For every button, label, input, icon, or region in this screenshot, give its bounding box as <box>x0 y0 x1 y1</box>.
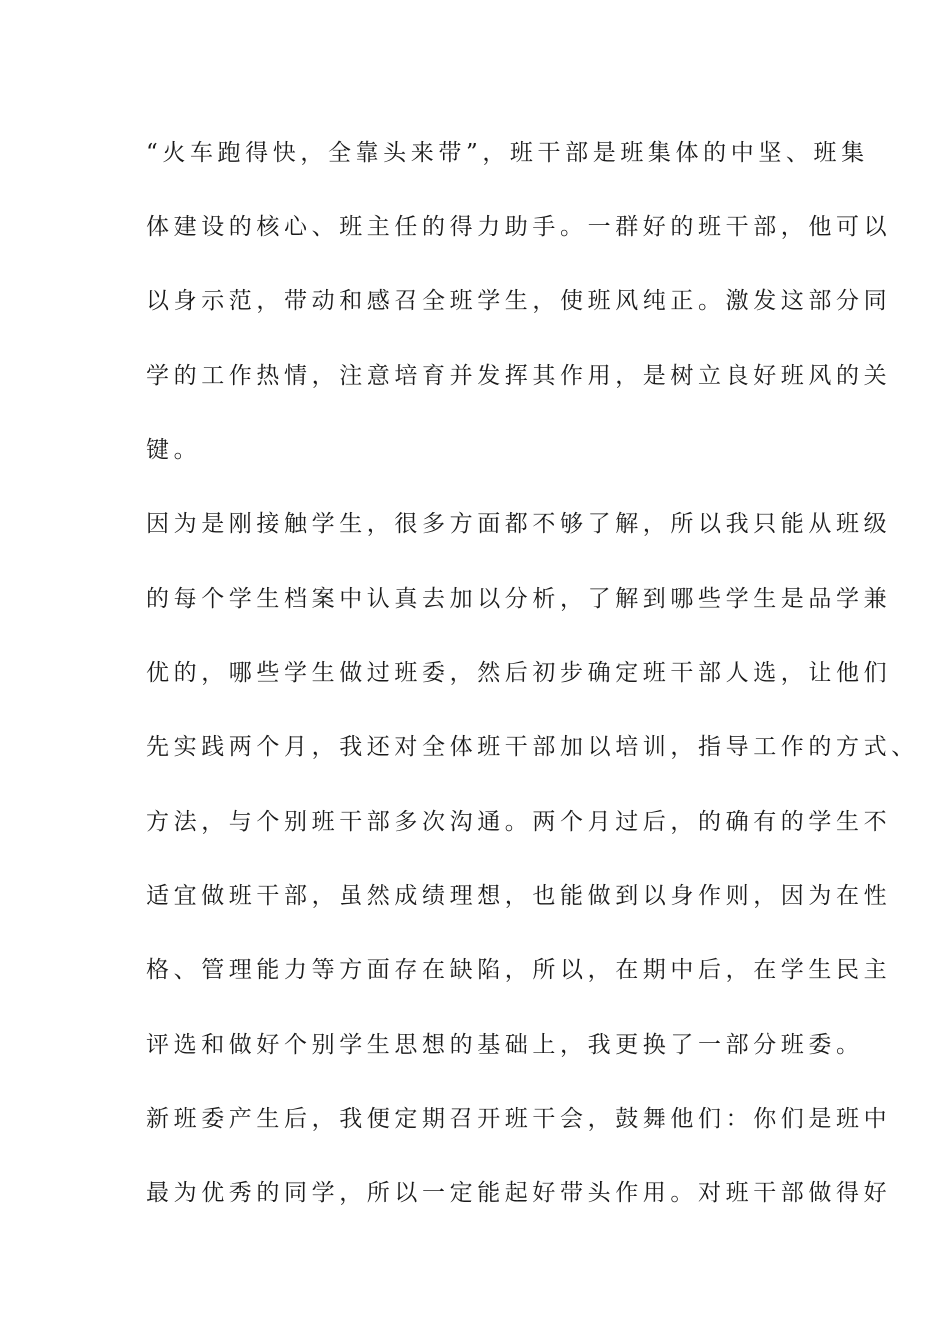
text-line: 方法，与个别班干部多次沟通。两个月过后，的确有的学生不 <box>146 809 892 835</box>
text-line: 体建设的核心、班主任的得力助手。一群好的班干部，他可以 <box>146 214 892 240</box>
text-line: 先实践两个月，我还对全体班干部加以培训，指导工作的方式、 <box>146 734 919 760</box>
text-line: 的每个学生档案中认真去加以分析，了解到哪些学生是品学兼 <box>146 586 892 612</box>
text-line: 新班委产生后，我便定期召开班干会，鼓舞他们：你们是班中 <box>146 1106 892 1132</box>
text-line: 最为优秀的同学，所以一定能起好带头作用。对班干部做得好 <box>146 1180 892 1206</box>
text-line: 以身示范，带动和感召全班学生，使班风纯正。激发这部分同 <box>146 288 892 314</box>
text-line: 学的工作热情，注意培育并发挥其作用，是树立良好班风的关 <box>146 363 892 389</box>
text-line: 因为是刚接触学生，很多方面都不够了解，所以我只能从班级 <box>146 511 892 537</box>
text-line: 优的，哪些学生做过班委，然后初步确定班干部人选，让他们 <box>146 660 892 686</box>
text-line: 格、管理能力等方面存在缺陷，所以，在期中后，在学生民主 <box>146 957 892 983</box>
text-line: 键。 <box>146 437 202 463</box>
text-line: 适宜做班干部，虽然成绩理想，也能做到以身作则，因为在性 <box>146 883 892 909</box>
text-line: “火车跑得快，全靠头来带”，班干部是班集体的中坚、班集 <box>146 140 869 166</box>
text-line: 评选和做好个别学生思想的基础上，我更换了一部分班委。 <box>146 1032 864 1058</box>
